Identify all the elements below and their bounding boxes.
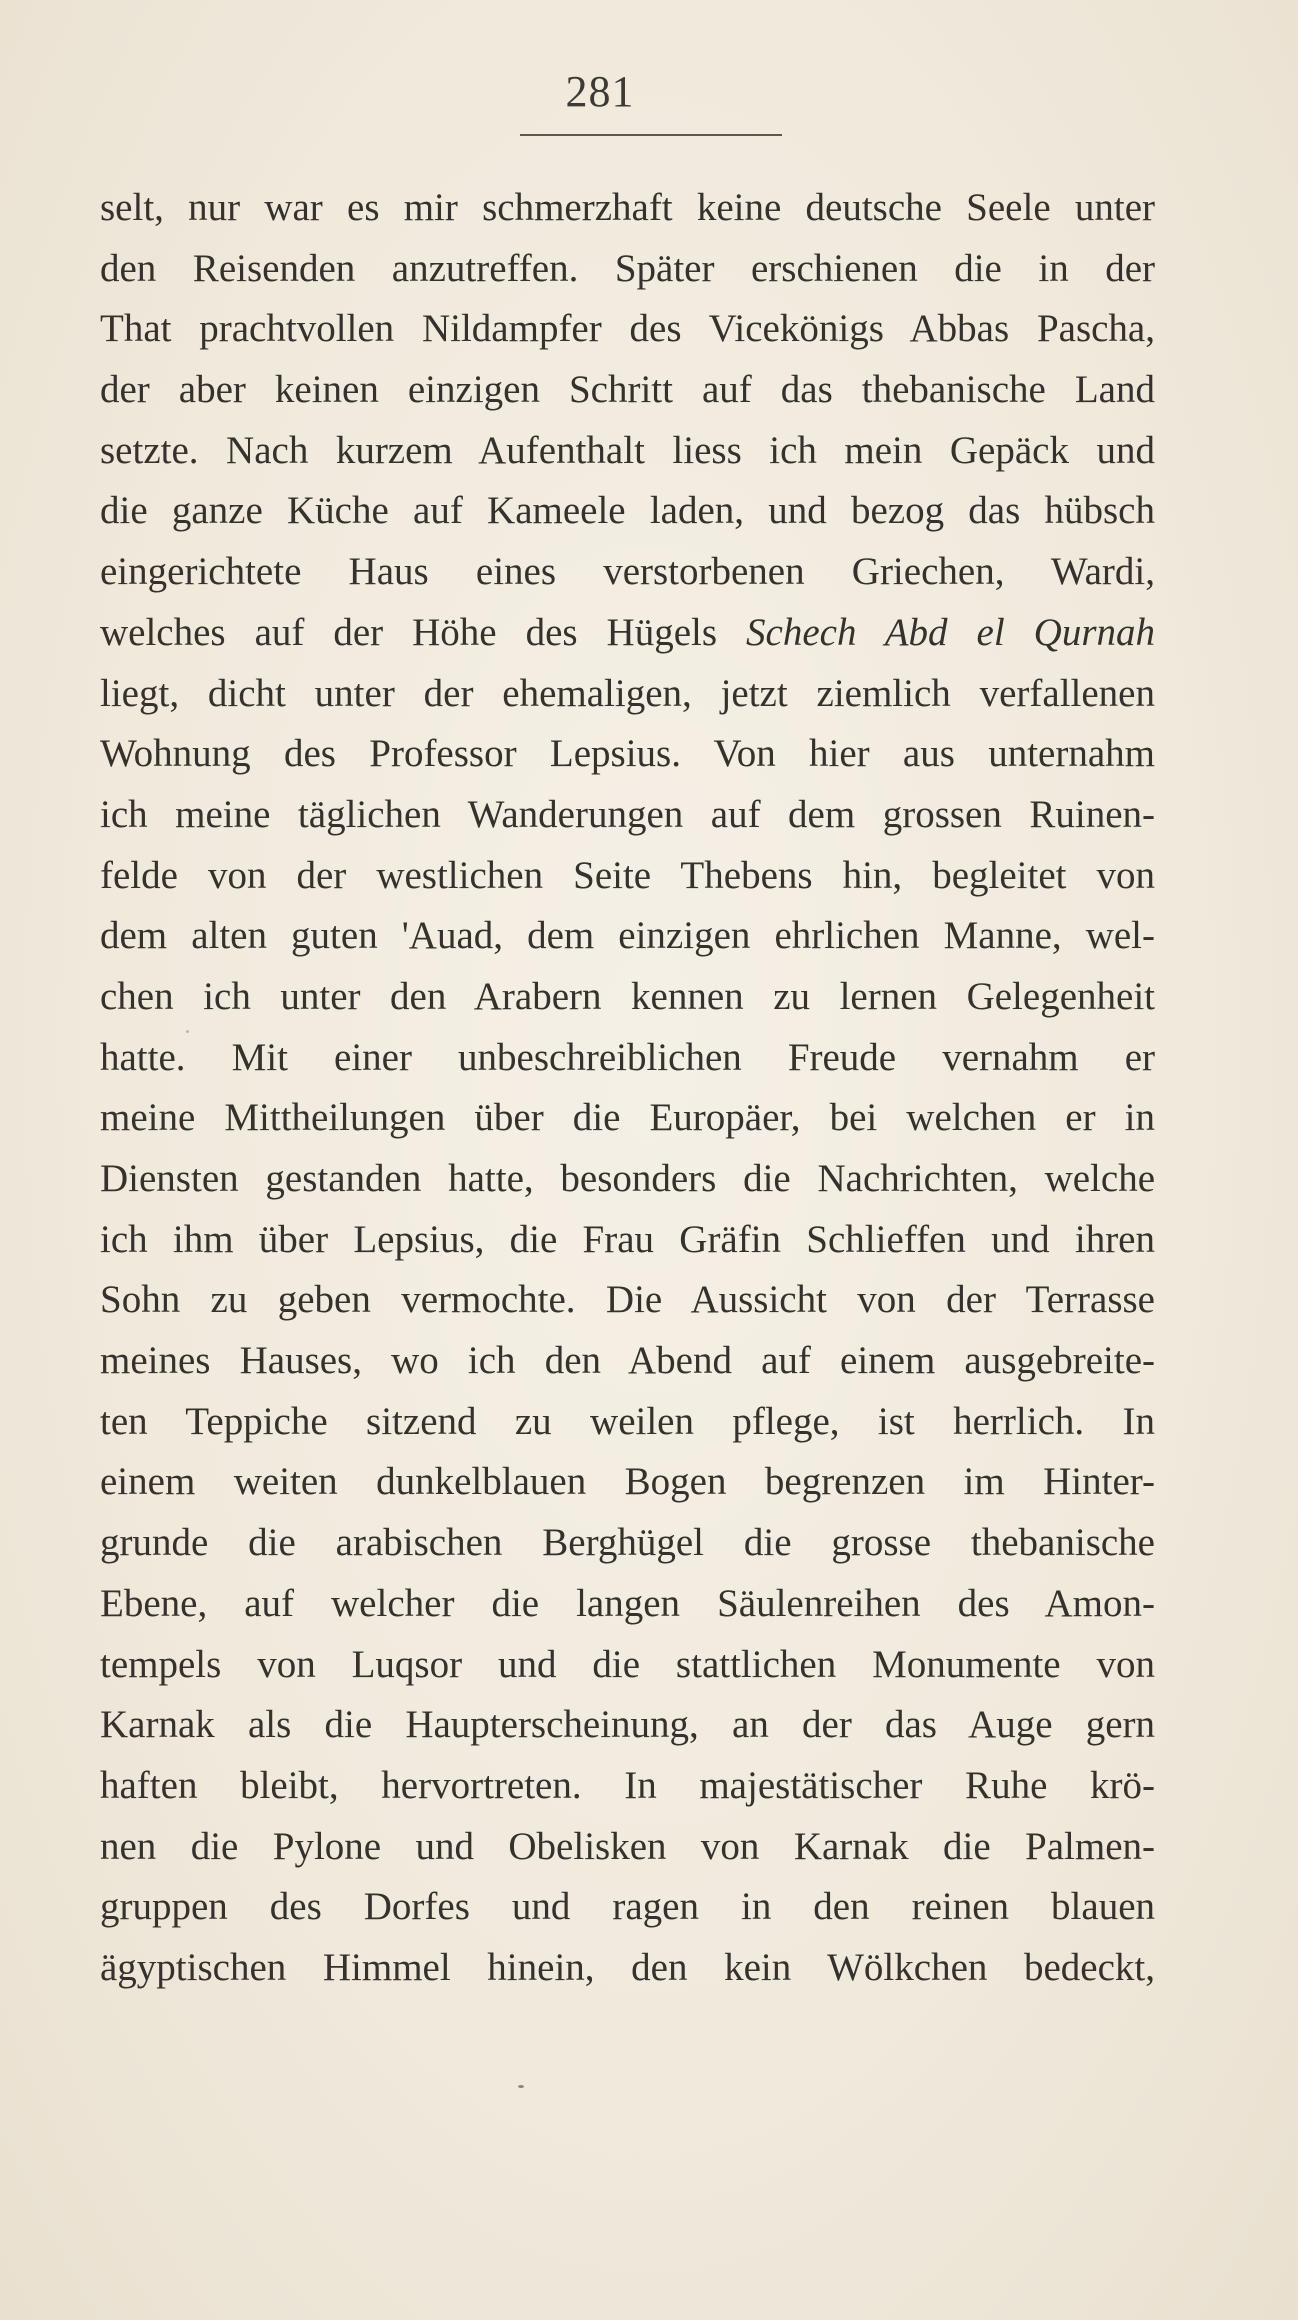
header-rule <box>520 134 782 136</box>
text-segment: liegt, dicht unter der ehemaligen, jetzt ziemlich verfallenen <box>100 671 1155 715</box>
text-line <box>100 542 1155 603</box>
text-line <box>100 1028 1155 1089</box>
text-line <box>100 1088 1155 1149</box>
text-segment: selt, nur war es mir schmerzhaft keine deutsche Seele unter <box>100 186 1155 229</box>
text-line <box>100 360 1155 421</box>
text-line <box>100 178 1155 239</box>
text-segment: gruppen des Dorfes und ragen in den reinen blauen <box>100 1885 1155 1929</box>
text-segment: chen ich unter den Arabern kennen zu lernen Gelegenheit <box>100 974 1155 1018</box>
text-line <box>100 1756 1155 1817</box>
text-segment: meines Hauses, wo ich den Abend auf einem ausgebreite- <box>100 1339 1155 1383</box>
text-segment: den Reisenden anzutreffen. Später erschienen die in der <box>100 246 1155 290</box>
text-line <box>100 967 1155 1028</box>
paper-speck <box>186 1030 189 1033</box>
text-segment: meine Mittheilungen über die Europäer, bei welchen er in <box>100 1096 1155 1140</box>
text-segment: die ganze Küche auf Kameele laden, und bezog das hübsch <box>100 489 1155 533</box>
paper-speck <box>518 2085 524 2088</box>
text-line <box>100 1635 1155 1696</box>
text-line <box>100 846 1155 907</box>
text-segment: Sohn zu geben vermochte. Die Aussicht von der Terrasse <box>100 1278 1155 1322</box>
text-line <box>100 1877 1155 1938</box>
text-line <box>100 1331 1155 1392</box>
body-text <box>100 178 1155 1999</box>
text-segment: That prachtvollen Nildampfer des Vicekönigs Abbas Pascha, <box>100 307 1155 351</box>
text-line <box>100 906 1155 967</box>
text-line <box>100 664 1155 725</box>
text-segment: ich ihm über Lepsius, die Frau Gräfin Schlieffen und ihren <box>100 1217 1155 1261</box>
text-line <box>100 724 1155 785</box>
text-line <box>100 1149 1155 1210</box>
page-number: 281 <box>565 67 635 116</box>
text-line <box>100 1270 1155 1331</box>
text-segment: einem weiten dunkelblauen Bogen begrenzen im Hinter- <box>100 1460 1155 1504</box>
text-line <box>100 1938 1155 1999</box>
text-line <box>100 1817 1155 1878</box>
text-segment: Karnak als die Haupterscheinung, an der das Auge gern <box>100 1703 1155 1747</box>
text-segment: ten Teppiche sitzend zu weilen pflege, ist herrlich. In <box>100 1399 1155 1443</box>
text-segment: grunde die arabischen Berghügel die grosse thebanische <box>100 1521 1155 1565</box>
text-segment: Ebene, auf welcher die langen Säulenreihen des Amon- <box>100 1581 1155 1625</box>
text-segment: haften bleibt, hervortreten. In majestätischer Ruhe krö- <box>100 1763 1155 1807</box>
text-segment: felde von der westlichen Seite Thebens hin, begleitet von <box>100 853 1155 897</box>
text-line <box>100 603 1155 664</box>
text-segment: der aber keinen einzigen Schritt auf das thebanische Land <box>100 368 1155 412</box>
text-line <box>100 421 1155 482</box>
text-line <box>100 299 1155 360</box>
text-line <box>100 481 1155 542</box>
text-segment: hatte. Mit einer unbeschreiblichen Freude vernahm er <box>100 1035 1155 1079</box>
text-segment: dem alten guten 'Auad, dem einzigen ehrlichen Manne, wel- <box>100 914 1155 958</box>
text-segment: welches auf der Höhe des Hügels <box>100 610 747 654</box>
text-segment: ägyptischen Himmel hinein, den kein Wölkchen bedeckt, <box>100 1945 1155 1989</box>
text-line <box>100 1695 1155 1756</box>
text-segment: setzte. Nach kurzem Aufenthalt liess ich mein Gepäck und <box>100 428 1155 472</box>
text-line <box>100 239 1155 300</box>
text-segment: Wohnung des Professor Lepsius. Von hier aus unternahm <box>100 732 1155 776</box>
text-segment: tempels von Luqsor und die stattlichen Monumente von <box>100 1642 1155 1686</box>
italic-place-name: Schech Abd el Qurnah <box>746 610 1155 654</box>
text-line <box>100 1513 1155 1574</box>
text-line <box>100 1574 1155 1635</box>
text-line <box>100 1392 1155 1453</box>
text-segment: nen die Pylone und Obelisken von Karnak die Palmen- <box>100 1824 1155 1868</box>
text-line <box>100 1210 1155 1271</box>
text-segment: ich meine täglichen Wanderungen auf dem grossen Ruinen- <box>100 792 1155 836</box>
text-segment: Diensten gestanden hatte, besonders die Nachrichten, welche <box>100 1157 1155 1200</box>
text-line <box>100 785 1155 846</box>
text-line <box>100 1452 1155 1513</box>
text-segment: eingerichtete Haus eines verstorbenen Griechen, Wardi, <box>100 550 1155 594</box>
